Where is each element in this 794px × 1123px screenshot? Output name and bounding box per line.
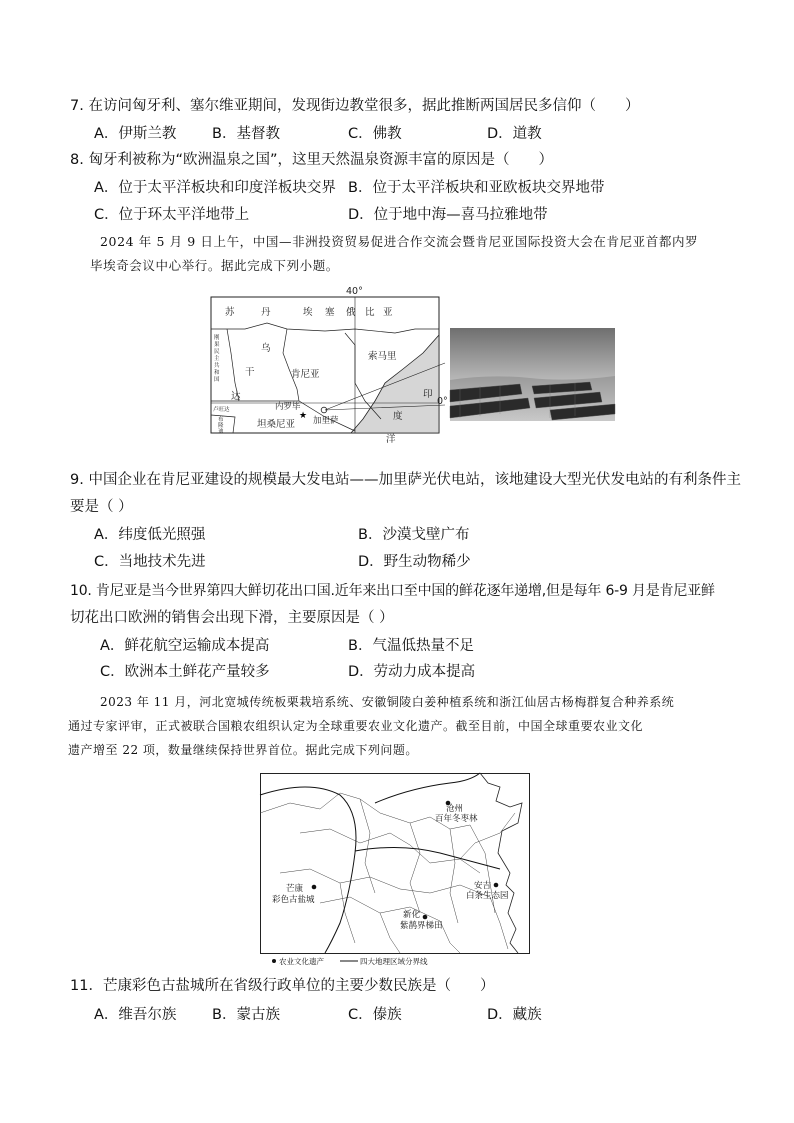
q8-option-d: D．位于地中海—喜马拉雅地带 <box>348 207 548 223</box>
q8-option-c: C．位于环太平洋地带上 <box>94 207 250 223</box>
legend-boundary-label: 四大地理区域分界线 <box>360 957 428 966</box>
passage-1-line-2: 毕埃奇会议中心举行。据此完成下列小题。 <box>90 258 339 273</box>
label-rwanda: 卢旺达 <box>213 407 230 413</box>
question-11-stem: 11．芒康彩色古盐城所在省级行政单位的主要少数民族是（ ） <box>70 978 495 994</box>
q7-option-c: C．佛教 <box>348 126 402 142</box>
kenya-map <box>205 283 448 435</box>
label-ocean-2: 度 <box>393 411 403 422</box>
svg-text:共: 共 <box>214 363 220 369</box>
q9-option-d: D．野生动物稀少 <box>358 554 471 570</box>
q11-option-b: B．蒙古族 <box>212 1007 280 1023</box>
label-nairobi: 内罗毕 <box>275 402 301 412</box>
q11-option-a: A．维吾尔族 <box>94 1007 177 1023</box>
question-8-stem: 8. 匈牙利被称为“欧洲温泉之国”，这里天然温泉资源丰富的原因是（ ） <box>70 152 553 168</box>
label-cangzhou-1: 沧州 <box>446 804 464 814</box>
q10-option-d: D．劳动力成本提高 <box>348 664 476 680</box>
passage-2-line-1: 2023 年 11 月，河北宽城传统板栗栽培系统、安徽铜陵白姜种植系统和浙江仙居古杨梅群复合种养系统 <box>100 695 675 709</box>
mangkang-site-marker-icon <box>312 885 317 890</box>
label-tanzania: 坦桑尼亚 <box>257 419 296 430</box>
q11-option-d: D．藏族 <box>487 1007 542 1023</box>
q10-option-a: A．鲜花航空运输成本提高 <box>100 638 270 654</box>
question-9-stem-2: 要是（ ） <box>70 499 133 515</box>
q9-option-b: B．沙漠戈壁广布 <box>358 527 470 543</box>
label-uganda-3: 达 <box>231 391 241 402</box>
svg-text:迪: 迪 <box>218 429 224 435</box>
q11-option-c: C．傣族 <box>348 1007 402 1023</box>
question-7-stem: 7. 在访问匈牙利、塞尔维亚期间，发现街边教堂很多，据此推断两国居民多信仰（ ） <box>70 98 640 114</box>
q10-option-c: C．欧洲本土鲜花产量较多 <box>100 664 270 680</box>
q7-option-b: B．基督教 <box>212 126 280 142</box>
svg-text:果: 果 <box>214 342 220 348</box>
question-10-stem-2: 切花出口欧洲的销售会出现下滑，主要原因是（ ） <box>70 610 394 626</box>
legend-heritage-label: 农业文化遗产 <box>279 957 324 966</box>
label-sudan-2: 丹 <box>261 307 271 318</box>
longitude-label: 40° <box>346 286 363 297</box>
q9-option-c: C．当地技术先进 <box>94 554 206 570</box>
svg-text:刚: 刚 <box>214 335 220 341</box>
label-ocean-3-visible: 洋 <box>386 434 396 445</box>
label-anji-2: 白条生态园 <box>466 891 509 901</box>
svg-text:民: 民 <box>214 349 220 355</box>
xinhua-site-marker-icon <box>423 915 428 920</box>
label-mangkang-2: 彩色古盐城 <box>272 895 315 905</box>
latitude-label: 0° <box>437 396 448 407</box>
label-burundi <box>218 415 224 435</box>
q8-option-a: A．位于太平洋板块和印度洋板块交界 <box>94 180 336 196</box>
label-kenya: 肯尼亚 <box>291 369 320 380</box>
svg-text:隆: 隆 <box>218 423 224 429</box>
label-uganda-1: 乌 <box>261 343 271 354</box>
svg-text:和: 和 <box>214 370 220 376</box>
question-9-stem-1: 9. 中国企业在肯尼亚建设的规模最大发电站——加里萨光伏电站，该地建设大型光伏发电站的有利条件主 <box>70 472 741 488</box>
label-ethiopia-2: 塞 <box>325 307 335 318</box>
label-garissa: 加里萨 <box>313 416 339 426</box>
label-xinhua-2: 紫鹊界梯田 <box>400 921 443 931</box>
solar-power-station-photo <box>450 328 615 421</box>
question-10-stem-1: 10. 肯尼亚是当今世界第四大鲜切花出口国.近年来出口至中国的鲜花逐年递增,但是每年 6-9 月是肯尼亚鲜 <box>70 583 715 599</box>
legend-heritage-icon <box>272 959 276 963</box>
passage-2-line-2: 通过专家评审，正式被联合国粮农组织认定为全球重要农业文化遗产。截至目前，中国全球重要农业文化 <box>68 719 644 733</box>
passage-1-line-1: 2024 年 5 月 9 日上午，中国—非洲投资贸易促进合作交流会暨肯尼亚国际投资大会在肯尼亚首都内罗 <box>100 234 699 249</box>
svg-text:国: 国 <box>214 377 220 383</box>
label-ethiopia-5: 亚 <box>383 307 393 318</box>
china-heritage-map <box>260 773 530 969</box>
q7-option-d: D．道教 <box>487 126 542 142</box>
label-sudan-1: 苏 <box>225 307 235 318</box>
label-xinhua-1: 新化 <box>403 910 421 920</box>
label-ethiopia-3: 俄 <box>346 307 356 318</box>
label-mangkang-1: 芒康 <box>286 884 304 894</box>
label-drc <box>214 333 220 383</box>
map-legend <box>272 956 428 966</box>
nairobi-capital-icon: ★ <box>299 411 308 421</box>
svg-text:布: 布 <box>218 417 224 423</box>
anji-site-marker-icon <box>494 883 499 888</box>
q9-option-a: A．纬度低光照强 <box>94 527 206 543</box>
label-somalia: 索马里 <box>368 351 397 362</box>
passage-1 <box>68 232 724 276</box>
label-uganda-2: 干 <box>245 367 255 378</box>
q8-option-b: B．位于太平洋板块和亚欧板块交界地带 <box>348 180 605 196</box>
passage-2 <box>68 692 724 762</box>
q10-option-b: B．气温低热量不足 <box>348 638 474 654</box>
label-cangzhou-2: 百年冬枣林 <box>435 814 478 824</box>
svg-text:主: 主 <box>214 356 220 362</box>
label-anji-1: 安吉 <box>474 881 492 891</box>
label-ethiopia-1: 埃 <box>303 307 313 318</box>
q7-option-a: A．伊斯兰教 <box>94 126 177 142</box>
label-ethiopia-4: 比 <box>365 307 375 318</box>
label-ocean-1: 印 <box>423 389 433 400</box>
passage-2-line-3: 遗产增至 22 项，数量继续保持世界首位。据此完成下列问题。 <box>68 743 418 757</box>
